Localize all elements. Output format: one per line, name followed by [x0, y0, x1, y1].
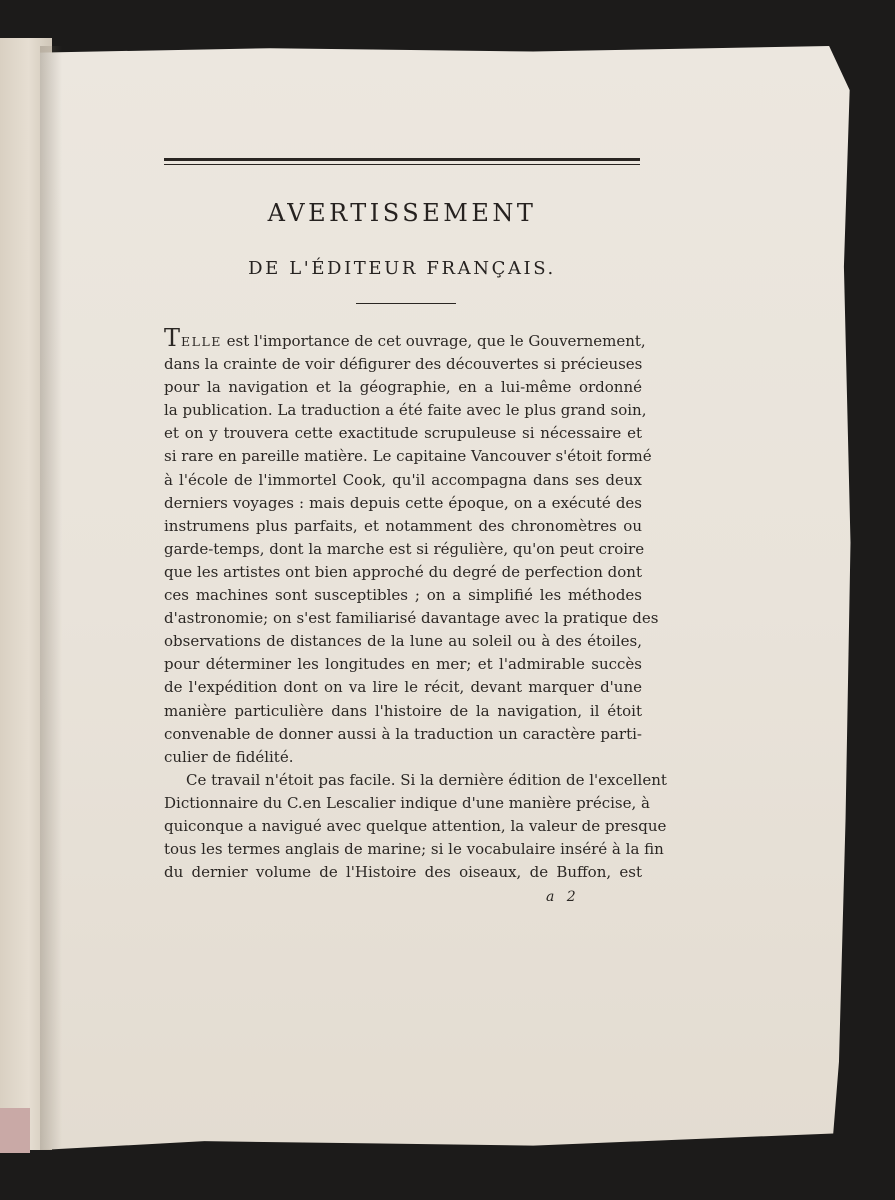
text-line: culier de fidélité. [164, 747, 294, 766]
page-title: AVERTISSEMENT [267, 199, 537, 227]
text-line: derniers voyages : mais depuis cette époque, on a exécuté des [164, 493, 642, 512]
text-line: la publication. La traduction a été faite avec le plus grand soin, [164, 401, 647, 420]
previous-page-corner [0, 1108, 30, 1153]
header-rule-thin [164, 164, 640, 165]
text-line: du dernier volume de l'Histoire des oiseaux, de Buffon, est [164, 863, 642, 882]
header-rule-thick [164, 158, 640, 161]
text-line: tous les termes anglais de marine; si le vocabulaire inséré à la fin [164, 840, 664, 859]
page-subtitle: DE L'ÉDITEUR FRANÇAIS. [248, 258, 556, 279]
text-line: Ce travail n'étoit pas facile. Si la dernière édition de l'excellent [186, 770, 667, 789]
text-line: convenable de donner aussi à la traduction un caractère parti- [164, 724, 642, 743]
text-line: que les artistes ont bien approché du degré de perfection dont [164, 562, 642, 581]
text-line: pour la navigation et la géographie, en a lui-même ordonné [164, 378, 642, 397]
initial-letter: T [164, 324, 182, 352]
title-divider [356, 303, 456, 304]
text-line: manière particulière dans l'histoire de la navigation, il étoit [164, 701, 642, 720]
text-line: ces machines sont susceptibles ; on a simplifié les méthodes [164, 586, 642, 605]
spine-shadow [40, 46, 62, 1150]
text-line: si rare en pareille matière. Le capitaine Vancouver s'étoit formé [164, 447, 652, 466]
text-line: pour déterminer les longitudes en mer; et l'admirable succès [164, 655, 642, 674]
text-line: garde-temps, dont la marche est si régulière, qu'on peut croire [164, 539, 645, 558]
text-line: de l'expédition dont on va lire le récit, devant marquer d'une [164, 678, 642, 697]
signature-mark: a 2 [546, 889, 580, 905]
text-line: dans la crainte de voir défigurer des découvertes si précieuses [164, 355, 643, 374]
opening-word: ELLE [181, 334, 222, 349]
text-line-content: est l'importance de cet ouvrage, que le Gouvernement, [221, 332, 646, 350]
text-line: instrumens plus parfaits, et notamment des chronomètres ou [164, 516, 642, 535]
body-text [164, 324, 667, 884]
text-line: et on y trouvera cette exactitude scrupuleuse si nécessaire et [164, 424, 642, 443]
text-line: à l'école de l'immortel Cook, qu'il accompagna dans ses deux [164, 470, 642, 489]
text-line: d'astronomie; on s'est familiarisé davantage avec la pratique des [164, 609, 659, 628]
text-line: quiconque a navigué avec quelque attention, la valeur de presque [164, 816, 667, 835]
text-line: Dictionnaire du C.en Lescalier indique d'une manière précise, à [164, 793, 650, 812]
text-line: observations de distances de la lune au soleil ou à des étoiles, [164, 632, 642, 651]
text-line [164, 324, 646, 353]
